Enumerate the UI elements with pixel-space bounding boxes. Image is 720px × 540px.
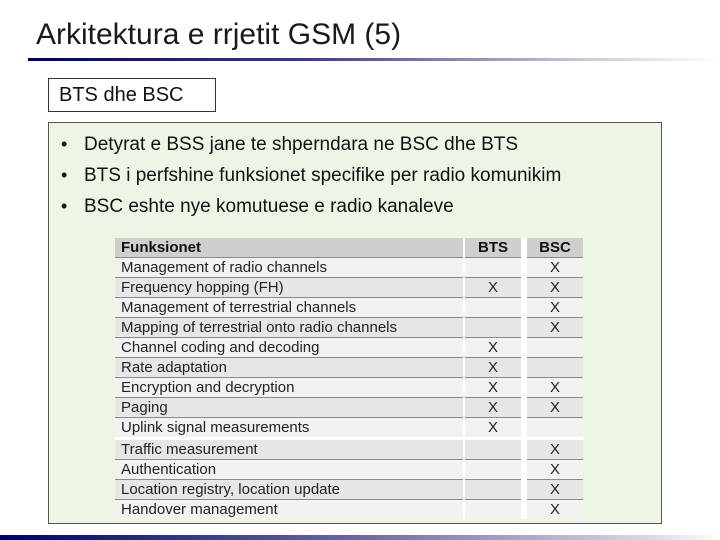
function-cell: Location registry, location update	[115, 480, 464, 500]
bsc-cell: X	[524, 298, 583, 318]
table-row	[115, 378, 583, 398]
function-cell: Frequency hopping (FH)	[115, 278, 464, 298]
bsc-cell: X	[524, 378, 583, 398]
table-row	[115, 258, 583, 278]
function-cell: Traffic measurement	[115, 439, 464, 460]
bsc-cell: X	[524, 460, 583, 480]
table-header-row	[115, 238, 583, 258]
bsc-cell	[524, 418, 583, 439]
function-cell: Rate adaptation	[115, 358, 464, 378]
bts-cell: X	[464, 378, 524, 398]
function-cell: Management of radio channels	[115, 258, 464, 278]
function-cell: Management of terrestrial channels	[115, 298, 464, 318]
bsc-cell: X	[524, 318, 583, 338]
functions-table	[115, 238, 583, 519]
bullet-item	[57, 129, 561, 160]
footer-rule	[0, 535, 720, 540]
table-row	[115, 318, 583, 338]
bullet-list	[57, 129, 561, 222]
bsc-cell: X	[524, 500, 583, 520]
function-cell: Uplink signal measurements	[115, 418, 464, 439]
bsc-cell	[524, 358, 583, 378]
bullet-icon: •	[61, 165, 68, 185]
bullet-text: BSC eshte nye komutuese e radio kanaleve	[84, 196, 454, 217]
bullet-item	[57, 191, 561, 222]
bts-cell	[464, 480, 524, 500]
bsc-cell: X	[524, 480, 583, 500]
bsc-cell: X	[524, 258, 583, 278]
bullet-text: Detyrat e BSS jane te shperndara ne BSC dhe BTS	[84, 134, 519, 155]
bts-cell: X	[464, 418, 524, 439]
table-row	[115, 298, 583, 318]
function-cell: Mapping of terrestrial onto radio channels	[115, 318, 464, 338]
table-row	[115, 439, 583, 460]
bsc-cell: X	[524, 439, 583, 460]
bts-cell	[464, 439, 524, 460]
table-row	[115, 460, 583, 480]
slide-title: Arkitektura e rrjetit GSM (5)	[36, 18, 402, 51]
bts-cell	[464, 258, 524, 278]
function-cell: Channel coding and decoding	[115, 338, 464, 358]
table-row	[115, 500, 583, 520]
bullet-item	[57, 160, 561, 191]
header-bsc: BSC	[524, 238, 583, 258]
header-functions: Funksionet	[115, 238, 464, 258]
title-underline	[28, 58, 720, 61]
bsc-cell	[524, 338, 583, 358]
table-row	[115, 398, 583, 418]
bts-cell: X	[464, 398, 524, 418]
bts-cell: X	[464, 278, 524, 298]
table-row	[115, 358, 583, 378]
function-cell: Authentication	[115, 460, 464, 480]
bsc-cell: X	[524, 398, 583, 418]
bullet-icon: •	[61, 196, 68, 216]
table-row	[115, 418, 583, 439]
bts-cell	[464, 500, 524, 520]
bts-cell	[464, 460, 524, 480]
header-bts: BTS	[464, 238, 524, 258]
bsc-cell: X	[524, 278, 583, 298]
bullet-icon: •	[61, 134, 68, 154]
table-row	[115, 338, 583, 358]
bts-cell	[464, 318, 524, 338]
content-panel	[48, 122, 662, 524]
function-cell: Paging	[115, 398, 464, 418]
bts-cell	[464, 298, 524, 318]
function-cell: Encryption and decryption	[115, 378, 464, 398]
table-row	[115, 278, 583, 298]
subtitle-text: BTS dhe BSC	[59, 84, 184, 106]
bts-cell: X	[464, 358, 524, 378]
bullet-text: BTS i perfshine funksionet specifike per radio komunikim	[84, 165, 562, 186]
table-row	[115, 480, 583, 500]
function-cell: Handover management	[115, 500, 464, 520]
subtitle-box	[48, 78, 216, 112]
bts-cell: X	[464, 338, 524, 358]
